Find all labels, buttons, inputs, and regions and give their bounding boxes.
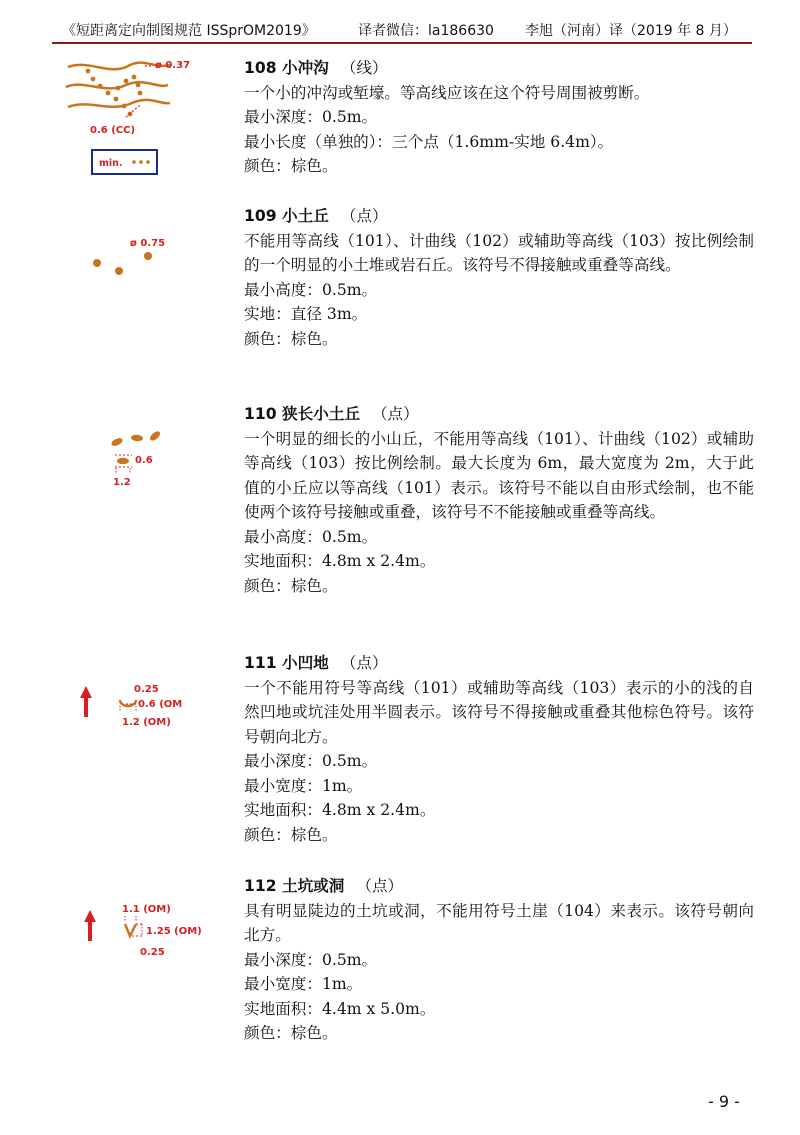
depression-mark <box>120 700 136 706</box>
elongated-knoll <box>110 437 124 448</box>
symbol-title: 110 狭长小土丘 <box>244 405 360 423</box>
symbol-110-figure <box>105 428 185 493</box>
symbol-description: 一个明显的细长的小山丘，不能用等高线（101）、计曲线（102）或辅助等高线（103）按比例绘制。最大长度为 6m，最大宽度为 2m，大于此值的小丘应以等高线（101）表示。该符号不能以自由形式绘制，也不能使两个该符号接触或重叠，该符号不不能接触或重叠等高线。 <box>244 429 754 521</box>
elongated-knoll <box>131 434 144 441</box>
label-width: 1.2 (OM) <box>122 717 171 728</box>
symbol-type: （点） <box>340 654 388 672</box>
label-line-width: 0.25 <box>140 947 165 958</box>
page-header <box>52 18 752 44</box>
symbol-109-figure <box>80 228 180 288</box>
symbol-111-figure <box>70 678 200 738</box>
label-diameter: ø 0.37 <box>155 60 191 71</box>
north-arrow-icon <box>80 686 92 698</box>
knoll-dot <box>115 267 123 275</box>
symbol-entry-109 <box>244 204 754 351</box>
spec-line: 颜色：棕色。 <box>244 157 338 175</box>
symbol-entry-110 <box>244 402 754 598</box>
gully-dots <box>86 69 143 117</box>
label-width: 1.1 (OM) <box>122 904 171 915</box>
symbol-type: （点） <box>356 877 404 895</box>
symbol-title: 111 小凹地 <box>244 654 329 672</box>
spec-line: 实地面积：4.8m x 2.4m。 <box>244 552 436 570</box>
contour-line <box>68 100 170 107</box>
knoll-dot <box>93 259 101 267</box>
spec-line: 最小高度：0.5m。 <box>244 280 378 299</box>
symbol-112-figure <box>70 898 210 963</box>
label-spacing: 0.6 (CC) <box>90 125 136 136</box>
spec-line: 颜色：棕色。 <box>244 825 338 844</box>
label-line-width: 0.25 <box>134 684 159 695</box>
symbol-108-figure <box>60 55 220 180</box>
spec-line: 颜色：棕色。 <box>244 329 338 348</box>
spec-line: 最小长度（单独的）：三个点（1.6mm-实地 6.4m）。 <box>244 132 614 151</box>
spec-line: 最小宽度：1m。 <box>244 975 363 993</box>
spec-line: 最小深度：0.5m。 <box>244 108 378 126</box>
pit-mark <box>125 924 136 936</box>
knoll-dot <box>144 252 152 260</box>
symbol-entry-108 <box>244 56 754 179</box>
spec-line: 最小深度：0.5m。 <box>244 950 378 969</box>
spec-line: 最小宽度：1m。 <box>244 776 363 795</box>
symbol-type: （点） <box>340 207 388 225</box>
spec-line: 颜色：棕色。 <box>244 576 338 595</box>
label-depth: 0.6 (OM <box>138 699 183 710</box>
label-width: 0.6 <box>135 455 153 466</box>
spec-line: 颜色：棕色。 <box>244 1024 338 1042</box>
spec-line: 实地面积：4.8m x 2.4m。 <box>244 801 436 819</box>
document-title: 《短距离定向制图规范 ISSprOM2019》 <box>62 23 316 39</box>
symbol-description: 一个不能用符号等高线（101）或辅助等高线（103）表示的小的浅的自然凹地或坑洼处用半圆表示。该符号不得接触或重叠其他棕色符号。该符号朝向北方。 <box>244 678 754 746</box>
symbol-title: 108 小冲沟 <box>244 59 329 77</box>
symbol-title: 112 土坑或洞 <box>244 877 345 895</box>
page-number: - 9 - <box>708 1092 740 1111</box>
symbol-entry-111 <box>244 651 754 847</box>
symbol-description: 不能用等高线（101）、计曲线（102）或辅助等高线（103）按比例绘制的一个明显的小土堆或岩石丘。该符号不得接触或重叠等高线。 <box>244 231 754 274</box>
label-length: 1.2 <box>113 477 131 488</box>
symbol-type: （点） <box>371 405 419 423</box>
symbol-entry-112 <box>244 874 754 1046</box>
spec-line: 最小高度：0.5m。 <box>244 527 378 546</box>
symbol-title: 109 小土丘 <box>244 207 329 225</box>
translator-wechat: 译者微信：la186630 <box>358 23 494 39</box>
spec-line: 实地面积：4.4m x 5.0m。 <box>244 999 436 1018</box>
symbol-type: （线） <box>340 59 388 77</box>
label-depth: 1.25 (OM) <box>146 926 202 937</box>
symbol-description: 具有明显陡边的土坑或洞，不能用符号土崖（104）来表示。该符号朝向北方。 <box>244 901 754 944</box>
north-arrow-icon <box>84 910 96 922</box>
elongated-knoll <box>148 430 161 443</box>
label-min: min. <box>99 158 123 169</box>
label-diameter: ø 0.75 <box>130 238 166 249</box>
symbol-description: 一个小的冲沟或堑壕。等高线应该在这个符号周围被剪断。 <box>244 83 650 102</box>
spec-line: 最小深度：0.5m。 <box>244 752 378 770</box>
translator-credit: 李旭（河南）译（2019 年 8 月） <box>525 23 737 39</box>
elongated-knoll <box>117 458 129 464</box>
spec-line: 实地：直径 3m。 <box>244 305 368 323</box>
